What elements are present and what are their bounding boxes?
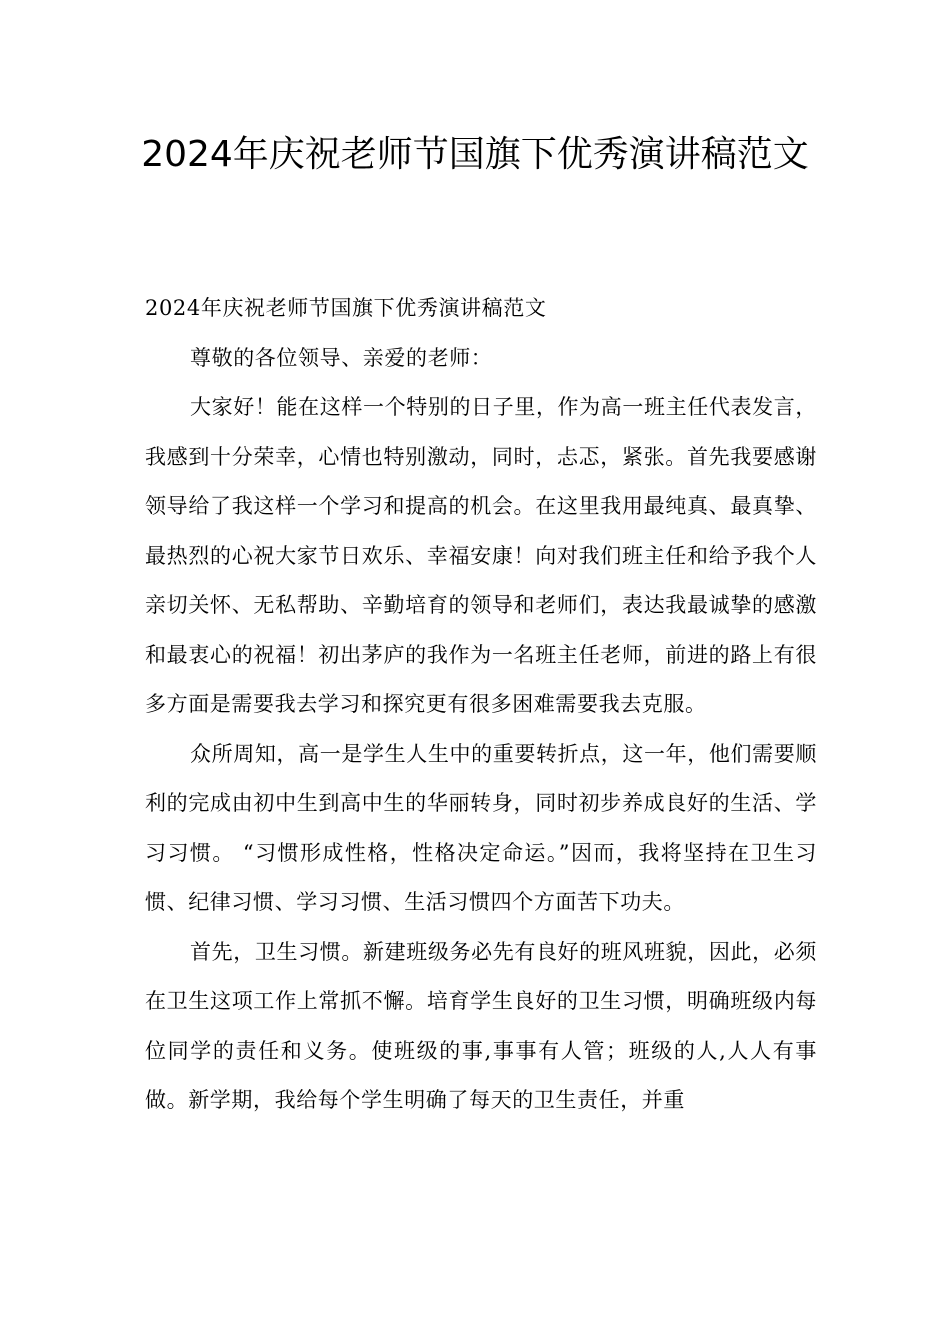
document-title: 2024年庆祝老师节国旗下优秀演讲稿范文 (141, 134, 809, 175)
document-subtitle: 2024年庆祝老师节国旗下优秀演讲稿范文 (145, 296, 547, 320)
document-body (145, 284, 817, 1126)
paragraph-greeting: 大家好！能在这样一个特别的日子里，作为高一班主任代表发言，我感到十分荣幸，心情也特别激动，同时，忐忑，紧张。首先我要感谢领导给了我这样一个学习和提高的机会。在这里我用最纯真、最真挚、最热烈的心祝大家节日欢乐、幸福安康！向对我们班主任和给予我个人亲切关怀、无私帮助、辛勤培育的领导和老师们，表达我最诚挚的感激和最衷心的祝福！初出茅庐的我作为一名班主任老师，前进的路上有很多方面是需要我去学习和探究更有很多困难需要我去克服。 (145, 395, 817, 716)
paragraph-grade-one: 众所周知，高一是学生人生中的重要转折点，这一年，他们需要顺利的完成由初中生到高中生的华丽转身，同时初步养成良好的生活、学习习惯。 “习惯形成性格，性格决定命运。”因而，我将坚持在卫生习惯、纪律习惯、学习习惯、生活习惯四个方面苦下功夫。 (145, 741, 817, 914)
paragraph-salutation: 尊敬的各位领导、亲爱的老师： (190, 345, 493, 370)
paragraph-hygiene-habits: 首先，卫生习惯。新建班级务必先有良好的班风班貌，因此，必须在卫生这项工作上常抓不懈。培育学生良好的卫生习惯，明确班级内每位同学的责任和义务。使班级的事,事事有人管；班级的人,人人有事做。新学期，我给每个学生明确了每天的卫生责任，并重 (145, 939, 817, 1112)
